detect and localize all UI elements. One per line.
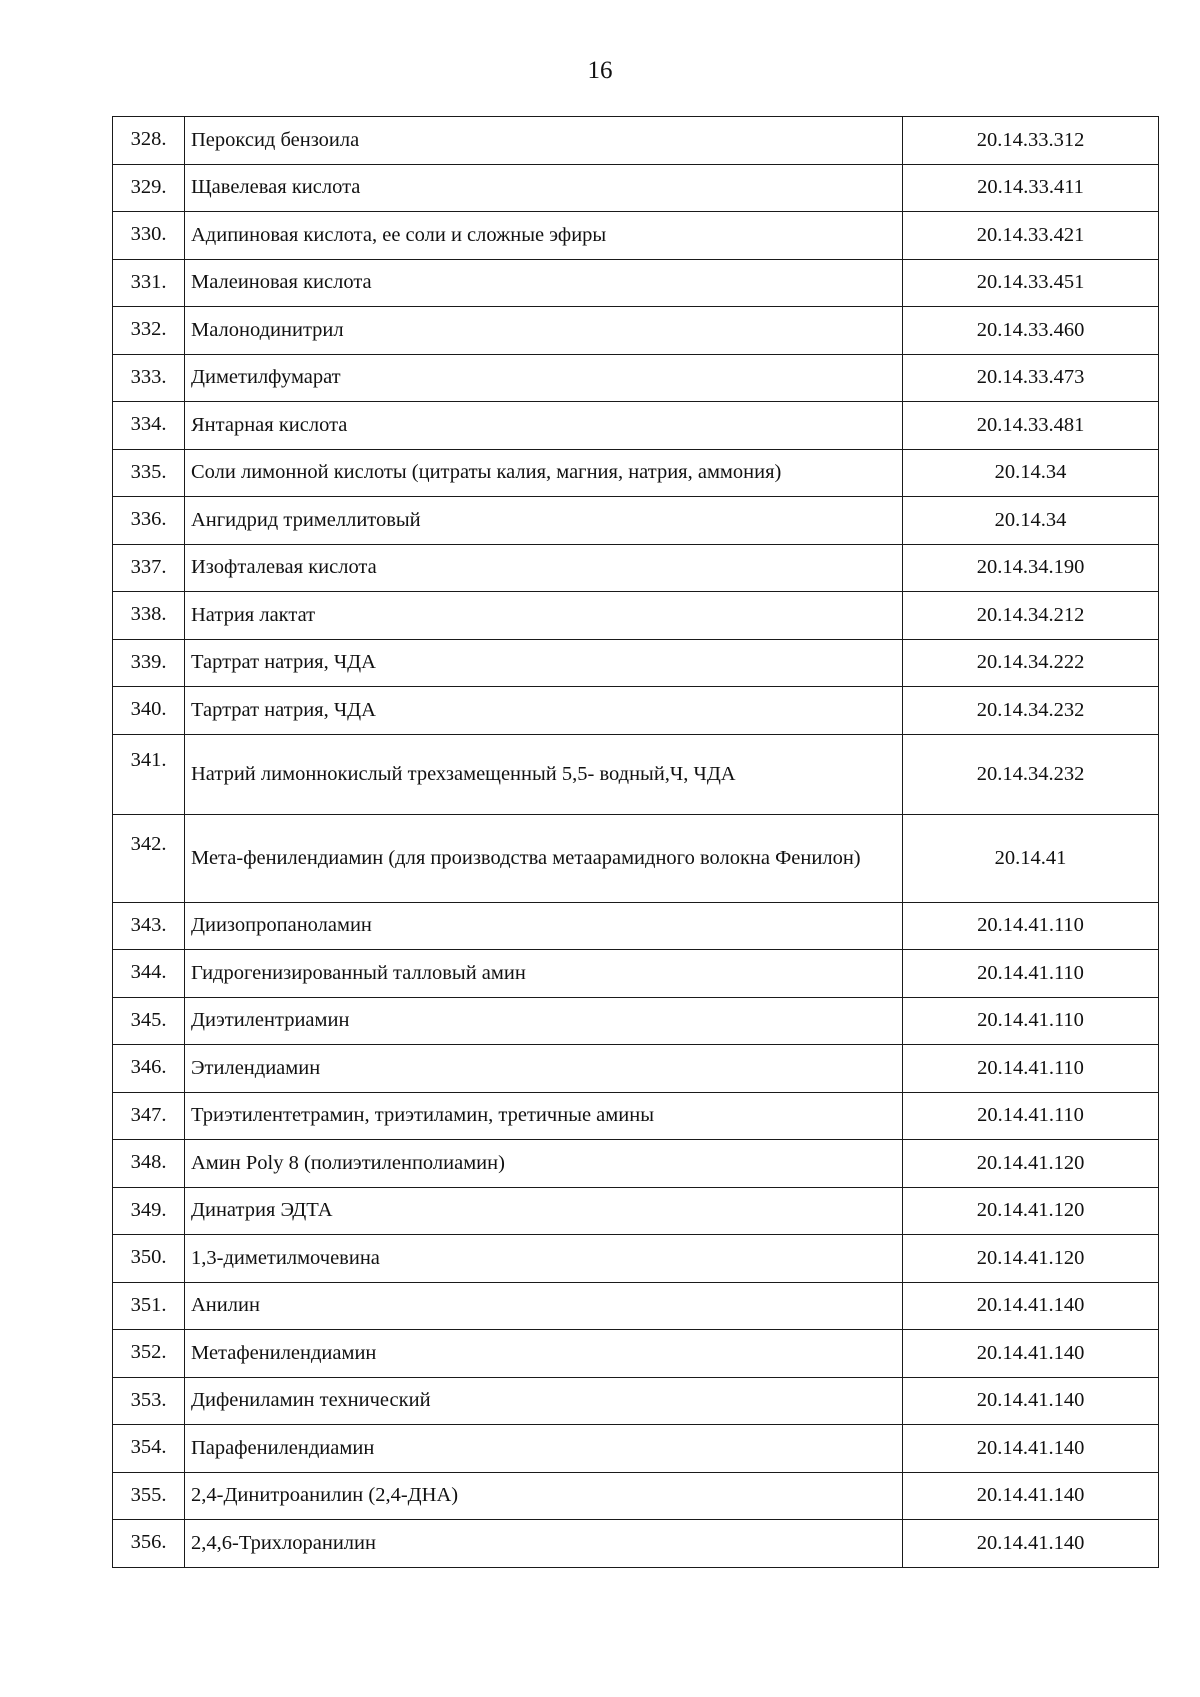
- table-row: [113, 544, 1159, 592]
- substance-name: Триэтилентетрамин, триэтиламин, третичные амины: [185, 1092, 903, 1140]
- table-row: [113, 814, 1159, 902]
- classification-code: 20.14.33.460: [903, 307, 1159, 355]
- classification-code: 20.14.41.110: [903, 997, 1159, 1045]
- substance-name: Пероксид бензоила: [185, 117, 903, 165]
- row-number: 339.: [113, 639, 185, 687]
- substance-name: Диметилфумарат: [185, 354, 903, 402]
- classification-code: 20.14.34.232: [903, 687, 1159, 735]
- classification-code: 20.14.34.232: [903, 734, 1159, 814]
- row-number: 349.: [113, 1187, 185, 1235]
- classification-code: 20.14.34: [903, 449, 1159, 497]
- row-number: 334.: [113, 402, 185, 450]
- page-number: 16: [587, 57, 613, 84]
- substance-name: Анилин: [185, 1282, 903, 1330]
- classification-code: 20.14.41.140: [903, 1282, 1159, 1330]
- table-row: [113, 902, 1159, 950]
- table-row: [113, 259, 1159, 307]
- classification-code: 20.14.41.110: [903, 950, 1159, 998]
- substance-name: 2,4,6-Трихлоранилин: [185, 1520, 903, 1568]
- table-row: [113, 164, 1159, 212]
- substance-name: Тартрат натрия, ЧДА: [185, 639, 903, 687]
- substance-name: Натрий лимоннокислый трехзамещенный 5,5- водный,Ч, ЧДА: [185, 734, 903, 814]
- table-row: [113, 639, 1159, 687]
- row-number: 335.: [113, 449, 185, 497]
- table-row: [113, 1282, 1159, 1330]
- row-number: 336.: [113, 497, 185, 545]
- row-number: 341.: [113, 734, 185, 814]
- row-number: 350.: [113, 1235, 185, 1283]
- table-row: [113, 212, 1159, 260]
- row-number: 354.: [113, 1425, 185, 1473]
- row-number: 329.: [113, 164, 185, 212]
- classification-code: 20.14.33.411: [903, 164, 1159, 212]
- table-row: [113, 1187, 1159, 1235]
- table-row: [113, 950, 1159, 998]
- table-row: [113, 1377, 1159, 1425]
- substance-table: [112, 116, 1159, 1568]
- substance-name: Диизопропаноламин: [185, 902, 903, 950]
- table-row: [113, 1045, 1159, 1093]
- table-row: [113, 1425, 1159, 1473]
- substance-name: Щавелевая кислота: [185, 164, 903, 212]
- classification-code: 20.14.33.473: [903, 354, 1159, 402]
- classification-code: 20.14.34: [903, 497, 1159, 545]
- substance-name: Малонодинитрил: [185, 307, 903, 355]
- classification-code: 20.14.33.312: [903, 117, 1159, 165]
- table-row: [113, 1472, 1159, 1520]
- row-number: 343.: [113, 902, 185, 950]
- classification-code: 20.14.41: [903, 814, 1159, 902]
- classification-code: 20.14.34.222: [903, 639, 1159, 687]
- table-row: [113, 592, 1159, 640]
- row-number: 331.: [113, 259, 185, 307]
- classification-code: 20.14.41.140: [903, 1520, 1159, 1568]
- substance-name: 1,3-диметилмочевина: [185, 1235, 903, 1283]
- substance-name: Амин Poly 8 (полиэтиленполиамин): [185, 1140, 903, 1188]
- substance-name: Соли лимонной кислоты (цитраты калия, магния, натрия, аммония): [185, 449, 903, 497]
- table-row: [113, 1092, 1159, 1140]
- classification-code: 20.14.41.140: [903, 1330, 1159, 1378]
- classification-code: 20.14.41.110: [903, 1045, 1159, 1093]
- row-number: 338.: [113, 592, 185, 640]
- table-row: [113, 354, 1159, 402]
- row-number: 351.: [113, 1282, 185, 1330]
- substance-name: Янтарная кислота: [185, 402, 903, 450]
- row-number: 340.: [113, 687, 185, 735]
- table-row: [113, 1330, 1159, 1378]
- substance-name: 2,4-Динитроанилин (2,4-ДНА): [185, 1472, 903, 1520]
- row-number: 355.: [113, 1472, 185, 1520]
- table-row: [113, 402, 1159, 450]
- substance-name: Этилендиамин: [185, 1045, 903, 1093]
- row-number: 330.: [113, 212, 185, 260]
- substance-name: Парафенилендиамин: [185, 1425, 903, 1473]
- classification-code: 20.14.33.481: [903, 402, 1159, 450]
- table-row: [113, 1140, 1159, 1188]
- substance-name: Диэтилентриамин: [185, 997, 903, 1045]
- classification-code: 20.14.41.140: [903, 1472, 1159, 1520]
- substance-name: Динатрия ЭДТА: [185, 1187, 903, 1235]
- classification-code: 20.14.33.421: [903, 212, 1159, 260]
- substance-name: Дифениламин технический: [185, 1377, 903, 1425]
- row-number: 353.: [113, 1377, 185, 1425]
- classification-code: 20.14.41.140: [903, 1425, 1159, 1473]
- table-row: [113, 307, 1159, 355]
- row-number: 347.: [113, 1092, 185, 1140]
- classification-code: 20.14.41.140: [903, 1377, 1159, 1425]
- row-number: 352.: [113, 1330, 185, 1378]
- substance-name: Адипиновая кислота, ее соли и сложные эфиры: [185, 212, 903, 260]
- table-row: [113, 449, 1159, 497]
- table-row: [113, 1235, 1159, 1283]
- row-number: 346.: [113, 1045, 185, 1093]
- row-number: 328.: [113, 117, 185, 165]
- substance-name: Малеиновая кислота: [185, 259, 903, 307]
- table-row: [113, 997, 1159, 1045]
- table-row: [113, 687, 1159, 735]
- row-number: 342.: [113, 814, 185, 902]
- table-row: [113, 1520, 1159, 1568]
- classification-code: 20.14.34.190: [903, 544, 1159, 592]
- substance-name: Натрия лактат: [185, 592, 903, 640]
- classification-code: 20.14.41.110: [903, 902, 1159, 950]
- classification-code: 20.14.41.120: [903, 1235, 1159, 1283]
- classification-code: 20.14.41.120: [903, 1187, 1159, 1235]
- classification-code: 20.14.33.451: [903, 259, 1159, 307]
- classification-code: 20.14.41.120: [903, 1140, 1159, 1188]
- row-number: 337.: [113, 544, 185, 592]
- substance-name: Изофталевая кислота: [185, 544, 903, 592]
- row-number: 348.: [113, 1140, 185, 1188]
- row-number: 356.: [113, 1520, 185, 1568]
- substance-name: Тартрат натрия, ЧДА: [185, 687, 903, 735]
- substance-name: Метафенилендиамин: [185, 1330, 903, 1378]
- substance-name: Гидрогенизированный талловый амин: [185, 950, 903, 998]
- classification-code: 20.14.41.110: [903, 1092, 1159, 1140]
- row-number: 332.: [113, 307, 185, 355]
- row-number: 333.: [113, 354, 185, 402]
- table-row: [113, 497, 1159, 545]
- table-row: [113, 117, 1159, 165]
- classification-code: 20.14.34.212: [903, 592, 1159, 640]
- substance-name: Ангидрид тримеллитовый: [185, 497, 903, 545]
- row-number: 344.: [113, 950, 185, 998]
- row-number: 345.: [113, 997, 185, 1045]
- table-row: [113, 734, 1159, 814]
- substance-name: Мета-фенилендиамин (для производства метаарамидного волокна Фенилон): [185, 814, 903, 902]
